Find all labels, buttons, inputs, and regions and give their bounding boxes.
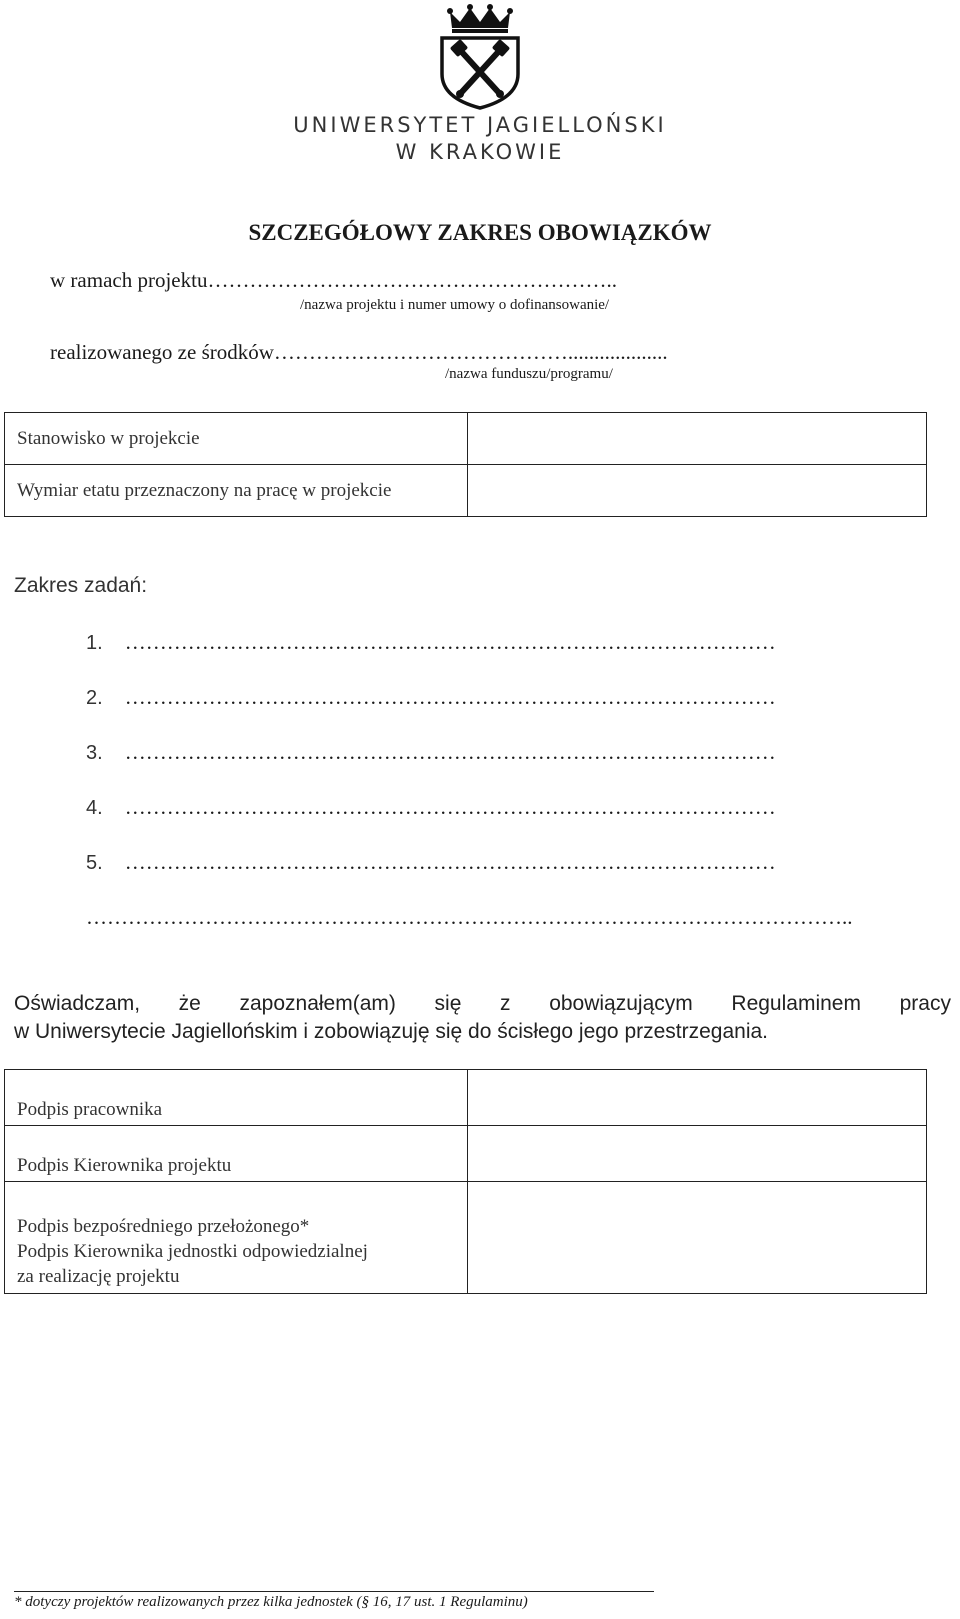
task-item [86,685,776,710]
supervisor-signature-label: Podpis bezpośredniego przełożonego* Podpis Kierownika jednostki odpowiedzialnej za realizację projektu [5,1182,468,1294]
declaration [14,990,951,1046]
funding-dots-field[interactable]: ……………………………………................... [273,340,668,364]
university-name-line2: W KRAKOWIE [395,140,565,164]
task-item [86,795,776,820]
declaration-line1 [14,990,951,1018]
project-label: w ramach projektu [50,268,208,292]
task-dots-field[interactable]: ………………………………………………………………………………… [124,630,776,654]
task-number: 5. [86,852,103,874]
declaration-line2: w Uniwersytecie Jagiellońskim i zobowiązuję się do ścisłego jego przestrzegania. [14,1020,769,1043]
task-item [86,850,776,875]
task-number: 2. [86,687,103,709]
table-row [5,1070,927,1126]
funding-caption: /nazwa funduszu/programu/ [445,366,613,382]
jagiellonian-crest-icon [436,2,524,110]
funding-line [50,340,668,365]
table-row [5,465,927,517]
position-table [4,412,927,517]
table-row [5,1182,927,1294]
declaration-word: zapoznałem(am) [239,992,396,1015]
table-row [5,413,927,465]
funding-label: realizowanego ze środków [50,340,274,364]
task-dots-field[interactable]: ………………………………………………………………………………… [124,795,776,819]
project-manager-signature-field[interactable] [468,1126,927,1182]
task-number: 4. [86,797,103,819]
project-manager-signature-label: Podpis Kierownika projektu [5,1126,468,1182]
workload-value-field[interactable] [468,465,927,517]
task-dots-field[interactable]: ………………………………………………………………………………… [124,850,776,874]
declaration-word: pracy [899,992,951,1015]
task-extra-dots-field[interactable]: ……………………………………………………………………………………………….. [86,905,853,929]
employee-signature-field[interactable] [468,1070,927,1126]
supervisor-signature-field[interactable] [468,1182,927,1294]
page-title: SZCZEGÓŁOWY ZAKRES OBOWIĄZKÓW [248,220,712,245]
task-number: 3. [86,742,103,764]
task-dots-field[interactable]: ………………………………………………………………………………… [124,740,776,764]
task-number: 1. [86,632,103,654]
employee-signature-label: Podpis pracownika [5,1070,468,1126]
declaration-word: się [434,992,462,1015]
workload-label: Wymiar etatu przeznaczony na pracę w projekcie [5,465,468,517]
project-line [50,268,617,293]
footnote: * dotyczy projektów realizowanych przez kilka jednostek (§ 16, 17 ust. 1 Regulaminu) [14,1594,528,1610]
task-item [86,630,776,655]
task-dots-field[interactable]: ………………………………………………………………………………… [124,685,776,709]
university-name-line1: UNIWERSYTET JAGIELLOŃSKI [293,113,667,137]
project-caption: /nazwa projektu i numer umowy o dofinansowanie/ [300,297,610,313]
footnote-separator [14,1591,654,1592]
declaration-word: Regulaminem [731,992,861,1015]
declaration-word: że [178,992,201,1015]
declaration-word: Oświadczam, [14,992,141,1015]
declaration-word: obowiązującym [549,992,693,1015]
position-label: Stanowisko w projekcie [5,413,468,465]
declaration-word: z [500,992,511,1015]
project-dots-field[interactable]: ………………………………………………….. [207,268,617,292]
tasks-heading: Zakres zadań: [14,574,148,597]
position-value-field[interactable] [468,413,927,465]
task-item [86,740,776,765]
signature-table [4,1069,927,1294]
table-row [5,1126,927,1182]
